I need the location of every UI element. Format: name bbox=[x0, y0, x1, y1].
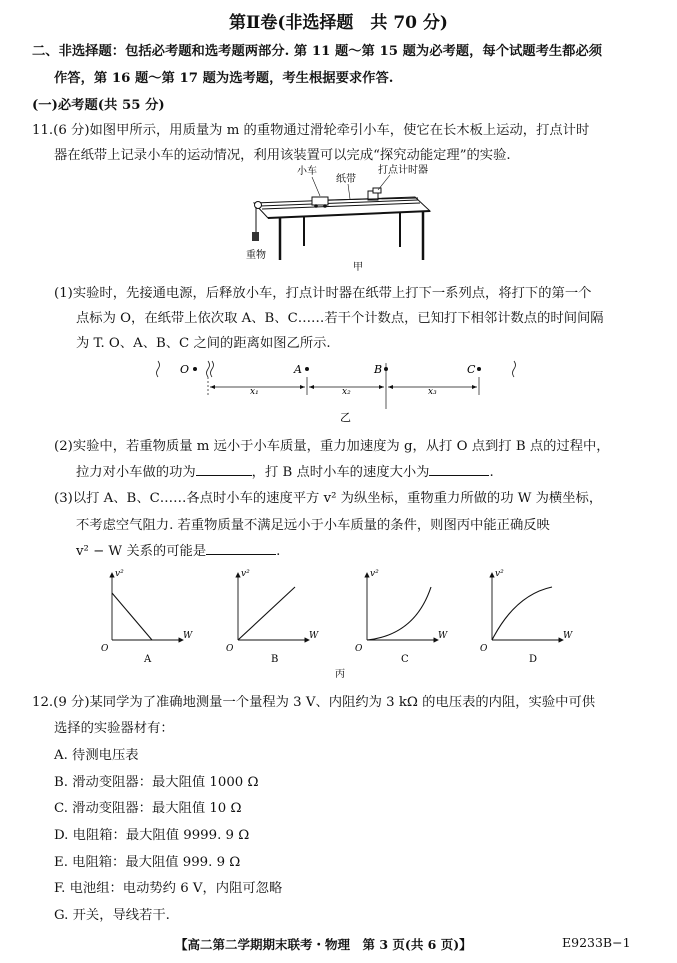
graph-D-origin: O bbox=[480, 644, 488, 654]
graph-D-ylabel: v² bbox=[495, 569, 504, 579]
q11-p1-line2: 点标为 O，在纸带上依次取 A、B、C……若干个计数点，已知打下相邻计数点的时间间隔 bbox=[76, 311, 604, 326]
q12-line1: 12.(9 分)某同学为了准确地测量一个量程为 3 V、内阻约为 3 kΩ 的电压表的内阻，实验中可供 bbox=[32, 695, 596, 710]
graph-A-ylabel: v² bbox=[115, 569, 124, 579]
figure-jia-caption: 甲 bbox=[353, 262, 363, 273]
q12-option-G: G. 开关，导线若干. bbox=[54, 908, 170, 923]
q12-option-B: B. 滑动变阻器：最大阻值 1000 Ω bbox=[54, 775, 259, 790]
tape-point-B-label: B bbox=[374, 363, 383, 376]
answer-blank-work[interactable] bbox=[196, 463, 252, 476]
graph-C-origin: O bbox=[355, 644, 363, 654]
figure-bing-caption: 丙 bbox=[335, 669, 345, 680]
figure-yi-caption: 乙 bbox=[340, 411, 351, 424]
q11-p3-line3: v² − W 关系的可能是 . bbox=[76, 544, 281, 559]
section-instructions-line1: 二、非选择题：包括必考题和选考题两部分. 第 11 题～第 15 题为必考题，每个试题考生都必须 bbox=[32, 44, 603, 59]
q12-option-F: F. 电池组：电动势约 6 V，内阻可忽略 bbox=[54, 881, 283, 896]
page-title: 第Ⅱ卷(非选择题 共 70 分) bbox=[229, 13, 448, 33]
weight-block bbox=[252, 232, 259, 241]
q11-p2-line2: 拉力对小车做的功为 ，打 B 点时小车的速度大小为 . bbox=[76, 465, 494, 480]
answer-blank-graph[interactable] bbox=[206, 542, 276, 555]
graph-B bbox=[226, 569, 319, 665]
q11-p3-line1: (3)以打 A、B、C……各点时小车的速度平方 v² 为纵坐标，重物重力所做的功 W 为横坐标， bbox=[54, 491, 603, 506]
figure-tape bbox=[150, 355, 530, 425]
required-heading: (一)必考题(共 55 分) bbox=[32, 98, 165, 113]
graph-A-curve bbox=[112, 593, 152, 640]
graph-D-curve bbox=[492, 587, 552, 640]
timer-label: 打点计时器 bbox=[378, 165, 428, 176]
graph-B-label: B bbox=[271, 654, 279, 665]
x3-label: x₃ bbox=[428, 387, 437, 397]
graph-A-origin: O bbox=[101, 644, 109, 654]
graph-C-ylabel: v² bbox=[370, 569, 379, 579]
weight-label: 重物 bbox=[246, 250, 266, 261]
q12-option-A: A. 待测电压表 bbox=[54, 748, 139, 763]
graph-C-curve bbox=[367, 587, 431, 640]
tape-point-A-label: A bbox=[294, 363, 302, 376]
graph-D-xlabel: W bbox=[563, 631, 573, 641]
graph-C-xlabel: W bbox=[438, 631, 448, 641]
car-label: 小车 bbox=[297, 166, 317, 177]
q11-line2: 器在纸带上记录小车的运动情况，利用该装置可以完成“探究动能定理”的实验. bbox=[54, 148, 511, 163]
graph-A bbox=[101, 569, 193, 665]
tape-point-A bbox=[305, 367, 309, 371]
q12-option-C: C. 滑动变阻器：最大阻值 10 Ω bbox=[54, 801, 242, 816]
car-shape bbox=[312, 197, 328, 205]
tape-point-O bbox=[193, 367, 197, 371]
figure-graphs bbox=[95, 565, 585, 680]
q12-option-D: D. 电阻箱：最大阻值 9999. 9 Ω bbox=[54, 828, 250, 843]
section-instructions-line2: 作答，第 16 题～第 17 题为选考题，考生根据要求作答. bbox=[54, 71, 394, 86]
q11-p1-line3: 为 T. O、A、B、C 之间的距离如图乙所示. bbox=[76, 336, 331, 351]
q12-line2: 选择的实验器材有： bbox=[54, 721, 174, 736]
q11-p2-line1: (2)实验中，若重物质量 m 远小于小车质量，重力加速度为 g，从打 O 点到打 B 点的过程中， bbox=[54, 439, 610, 454]
x2-label: x₂ bbox=[342, 387, 351, 397]
graph-B-xlabel: W bbox=[309, 631, 319, 641]
q12-option-E: E. 电阻箱：最大阻值 999. 9 Ω bbox=[54, 855, 241, 870]
graph-C bbox=[355, 569, 448, 665]
x1-label: x₁ bbox=[250, 387, 259, 397]
graph-B-origin: O bbox=[226, 644, 234, 654]
q11-p1-line1: (1)实验时，先接通电源，后释放小车，打点计时器在纸带上打下一系列点，将打下的第一个 bbox=[54, 286, 592, 301]
tape-label: 纸带 bbox=[336, 174, 356, 185]
graph-B-curve bbox=[238, 587, 295, 640]
graph-A-xlabel: W bbox=[183, 631, 193, 641]
graph-A-label: A bbox=[144, 654, 152, 665]
answer-blank-speed[interactable] bbox=[429, 463, 489, 476]
graph-C-label: C bbox=[401, 654, 409, 665]
q11-line1: 11.(6 分)如图甲所示，用质量为 m 的重物通过滑轮牵引小车，使它在长木板上运动，打点计时 bbox=[32, 123, 590, 138]
tape-point-C-label: C bbox=[467, 363, 476, 376]
tape-point-C bbox=[477, 367, 481, 371]
figure-apparatus bbox=[240, 160, 440, 275]
graph-D-label: D bbox=[529, 654, 538, 665]
graph-B-ylabel: v² bbox=[241, 569, 250, 579]
footer-center: 【高二第二学期期末联考・物理 第 3 页(共 6 页)】 bbox=[175, 937, 472, 952]
footer-code: E9233B−1 bbox=[562, 935, 631, 950]
graph-D bbox=[480, 569, 573, 665]
q11-p3-line2: 不考虑空气阻力. 若重物质量不满足远小于小车质量的条件，则图丙中能正确反映 bbox=[76, 518, 550, 533]
tape-point-O-label: O bbox=[180, 363, 190, 376]
